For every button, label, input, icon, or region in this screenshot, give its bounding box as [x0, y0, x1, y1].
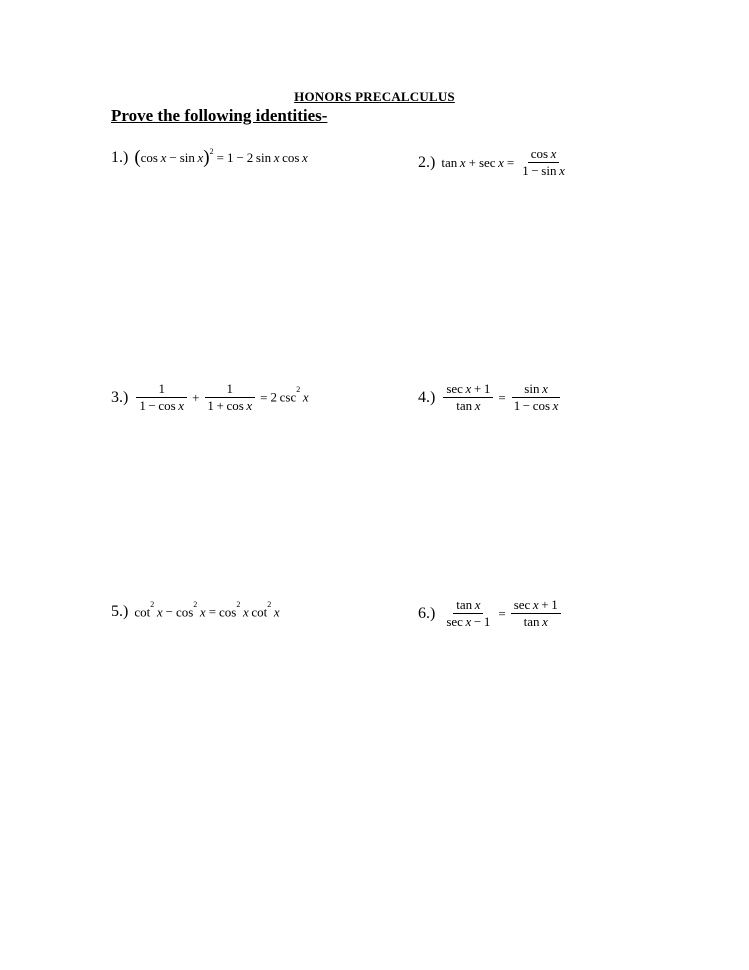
fraction: $\frac{\text{tan x}}{\text{sec x − 1}}$ — [446, 597, 491, 629]
identity-expression: tan x + sec x = $\frac{\text{cos x}}{\text{1 − sin x}}$ — [441, 146, 570, 179]
problem-label: 1.) — [111, 148, 129, 166]
fraction: $\frac{1}{\text{1 − cos x}}$ — [136, 381, 187, 414]
problem-1 — [111, 148, 308, 167]
identity-expression: $\cot^2 x$ − $\cos^2 x$ = $\cos^2 x$ $\cot^2 x$ — [134, 599, 280, 620]
problem-6 — [418, 597, 563, 630]
fraction: $\frac{\text{sec x + 1}}{\text{tan x}}$ — [443, 381, 493, 414]
identity-expression: $\frac{\text{sec x + 1}}{\text{tan x}}$ = $\frac{\text{sin x}}{\text{1 − cos x}}$ — [441, 381, 563, 414]
problem-label: 4.) — [418, 388, 436, 406]
problem-label: 5.) — [111, 603, 129, 620]
problem-4 — [418, 381, 563, 414]
fraction: $\frac{\text{sec x + 1}}{\text{tan x}}$ — [511, 597, 561, 630]
problem-label: 2.) — [418, 153, 436, 171]
problem-label: 3.) — [111, 388, 129, 406]
identity-expression: $\frac{\text{tan x}}{\text{sec x − 1}}$ = $\frac{\text{sec x + 1}}{\text{tan x}}$ — [441, 597, 562, 630]
fraction: $\frac{1}{\text{1 + cos x}}$ — [204, 381, 255, 414]
fraction: $\frac{\text{sin x}}{\text{1 − cos x}}$ — [513, 381, 559, 413]
problem-3 — [111, 381, 309, 414]
problem-2 — [418, 146, 570, 179]
fraction: $\frac{\text{cos x}}{\text{1 − sin x}}$ — [522, 146, 565, 178]
course-title: HONORS PRECALCULUS — [294, 89, 455, 104]
identity-expression: ( cos x − sin x ) $^2$ = 1 − 2 sin x cos x — [134, 147, 308, 168]
problem-5 — [111, 599, 280, 621]
instructions-heading: Prove the following identities- — [111, 106, 328, 125]
problem-label: 6.) — [418, 604, 436, 622]
identity-expression: $\frac{1}{\text{1 − cos x}}$ + $\frac{1}{\text{1 + cos x}}$ = 2 $\csc^2 x$ — [134, 381, 308, 414]
